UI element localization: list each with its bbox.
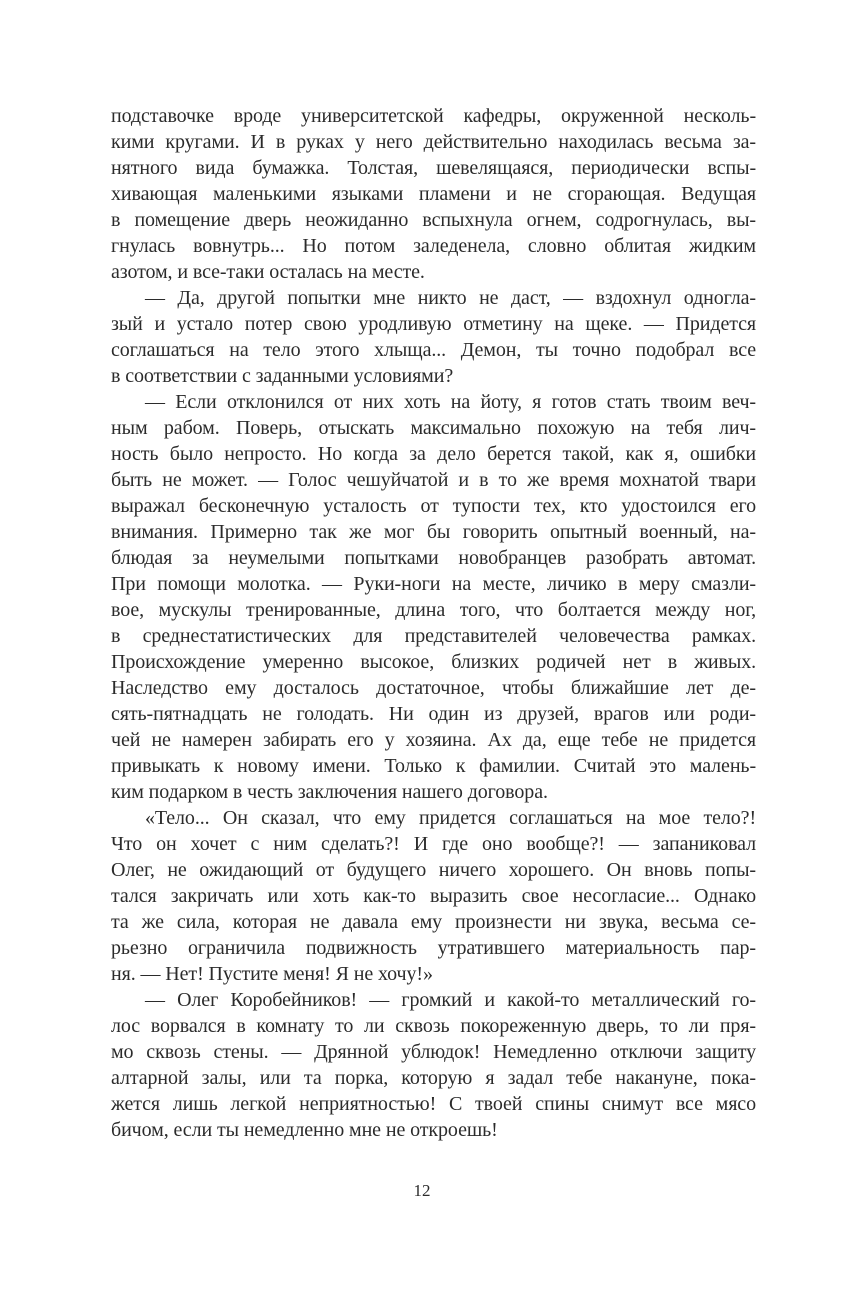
- text-line: При помощи молотка. — Руки-ноги на месте, личико в меру смазли-: [111, 573, 756, 595]
- text-line: гнулась вовнутрь... Но потом заледенела, словно облитая жидким: [111, 235, 756, 257]
- text-line: алтарной залы, или та порка, которую я задал тебе накануне, пока-: [111, 1067, 756, 1089]
- paragraph: [111, 285, 756, 389]
- text-line: внимания. Примерно так же мог бы говорить опытный военный, на-: [111, 521, 756, 543]
- page-number: 12: [413, 1181, 431, 1200]
- paragraph: [111, 805, 756, 987]
- text-line: зый и устало потер свою уродливую отметину на щеке. — Придется: [111, 313, 756, 335]
- text-line: жется лишь легкой неприятностью! С твоей спины снимут все мясо: [111, 1093, 756, 1115]
- text-line: соглашаться на тело этого хлыща... Демон, ты точно подобрал все: [111, 339, 756, 361]
- text-line: «Тело... Он сказал, что ему придется соглашаться на мое тело?!: [145, 807, 756, 829]
- text-line: рьезно ограничила подвижность утратившего материальность пар-: [111, 937, 756, 959]
- paragraph: [111, 389, 756, 805]
- text-line: подставочке вроде университетской кафедры, окруженной несколь-: [111, 105, 756, 127]
- text-line: ным рабом. Поверь, отыскать максимально похожую на тебя лич-: [111, 417, 756, 439]
- text-line: кими кругами. И в руках у него действительно находилась весьма за-: [111, 131, 756, 153]
- text-line: сять-пятнадцать не голодать. Ни один из друзей, врагов или роди-: [111, 703, 756, 725]
- text-line: нятного вида бумажка. Толстая, шевелящаяся, периодически вспы-: [111, 157, 756, 179]
- text-line: в среднестатистических для представителей человечества рамках.: [111, 625, 756, 647]
- text-line: привыкать к новому имени. Только к фамилии. Считай это малень-: [111, 755, 756, 777]
- text-line: Олег, не ожидающий от будущего ничего хорошего. Он вновь попы-: [111, 859, 756, 881]
- text-line: тался закричать или хоть как-то выразить свое несогласие... Однако: [111, 885, 756, 907]
- text-line: хивающая маленькими языками пламени и не сгорающая. Ведущая: [111, 183, 756, 205]
- text-line: чей не намерен забирать его у хозяина. Ах да, еще тебе не придется: [111, 729, 756, 751]
- text-line: блюдая за неумелыми попытками новобранцев разобрать автомат.: [111, 547, 756, 569]
- page-text: [111, 103, 756, 1143]
- text-line: лос ворвался в комнату то ли сквозь покореженную дверь, то ли пря-: [111, 1015, 756, 1037]
- text-line: азотом, и все-таки осталась на месте.: [111, 261, 425, 283]
- text-line: вое, мускулы тренированные, длина того, что болтается между ног,: [111, 599, 756, 621]
- text-line: ня. — Нет! Пустите меня! Я не хочу!»: [111, 963, 433, 985]
- text-line: — Да, другой попытки мне никто не даст, — вздохнул одногла-: [145, 287, 756, 309]
- text-line: ким подарком в честь заключения нашего договора.: [111, 781, 548, 803]
- text-line: — Если отклонился от них хоть на йоту, я готов стать твоим веч-: [145, 391, 756, 413]
- text-line: та же сила, которая не давала ему произнести ни звука, весьма се-: [111, 911, 756, 933]
- text-line: ность было непросто. Но когда за дело берется такой, как я, ошибки: [111, 443, 756, 465]
- text-line: мо сквозь стены. — Дрянной ублюдок! Немедленно отключи защиту: [111, 1041, 756, 1063]
- text-line: в соответствии с заданными условиями?: [111, 365, 454, 387]
- text-line: выражал бесконечную усталость от тупости тех, кто удостоился его: [111, 495, 756, 517]
- text-line: Наследство ему досталось достаточное, чтобы ближайшие лет де-: [111, 677, 756, 699]
- text-line: — Олег Коробейников! — громкий и какой-то металлический го-: [145, 989, 756, 1011]
- paragraph: [111, 987, 756, 1143]
- text-line: бичом, если ты немедленно мне не откроешь!: [111, 1119, 498, 1141]
- text-line: в помещение дверь неожиданно вспыхнула огнем, содрогнулась, вы-: [111, 209, 756, 231]
- paragraph: [111, 103, 756, 285]
- text-line: Происхождение умеренно высокое, близких родичей нет в живых.: [111, 651, 756, 673]
- text-line: Что он хочет с ним сделать?! И где оно вообще?! — запаниковал: [111, 833, 756, 855]
- text-line: быть не может. — Голос чешуйчатой и в то же время мохнатой твари: [111, 469, 756, 491]
